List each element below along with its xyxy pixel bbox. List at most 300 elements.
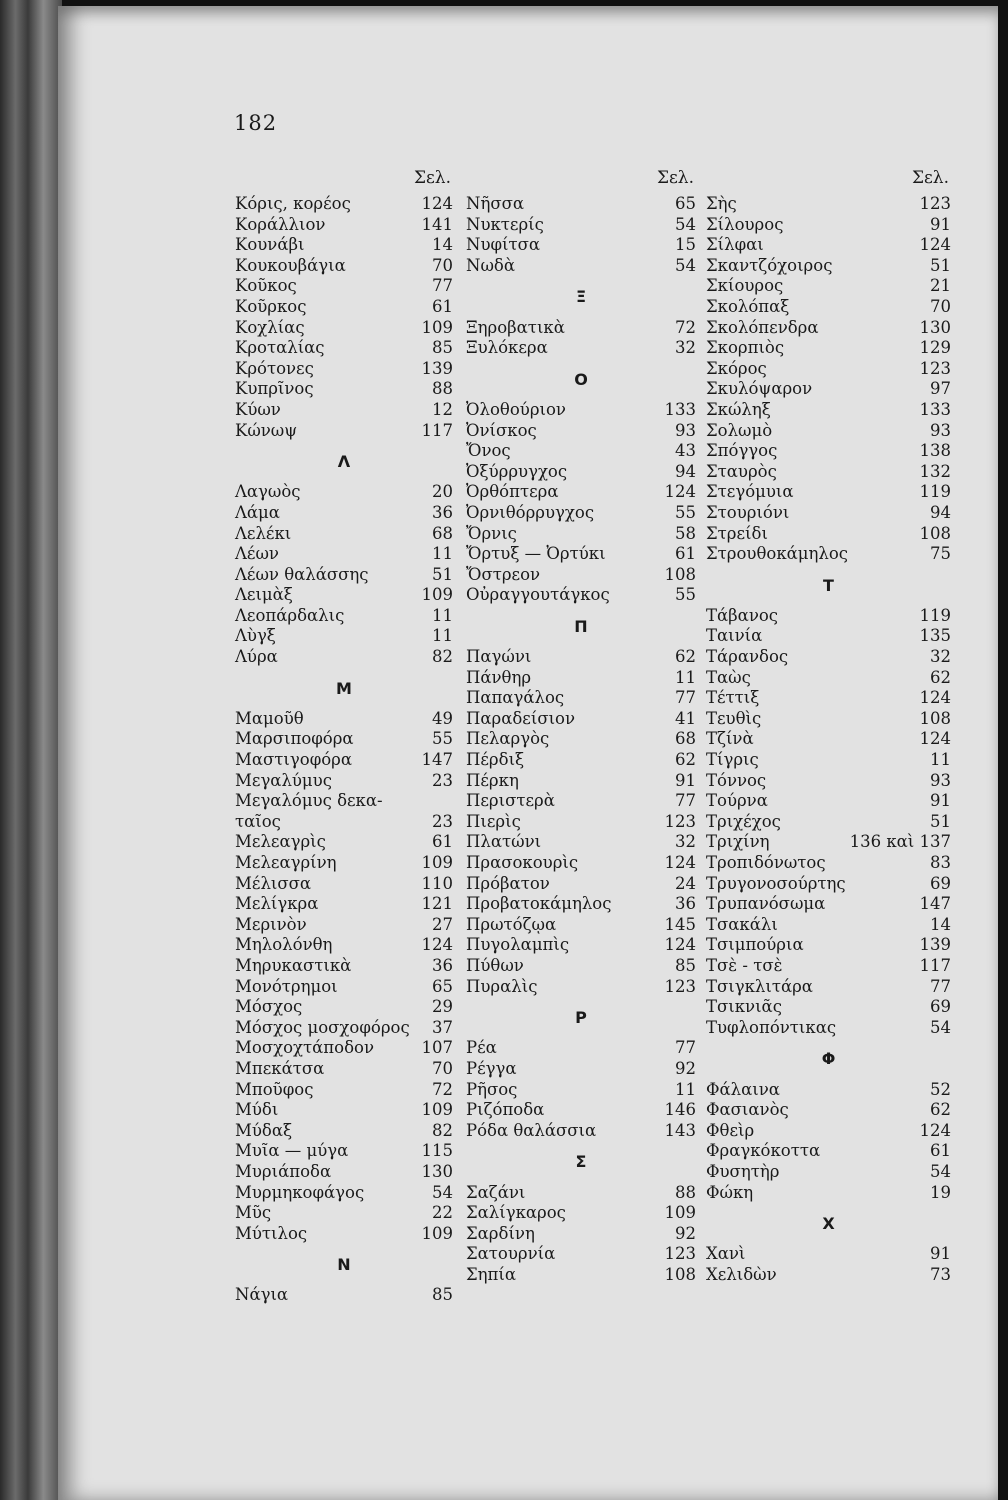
index-term: Ὄστρεον: [466, 564, 541, 584]
index-entry: [706, 1080, 951, 1101]
page-reference: 62: [930, 667, 951, 687]
index-entry: [466, 256, 696, 277]
index-term: Σαλίγκαρος: [466, 1203, 566, 1223]
index-term: Πάνθηρ: [466, 667, 532, 687]
index-entry: [235, 359, 453, 380]
index-entry: [466, 771, 696, 792]
index-entry: [235, 626, 453, 647]
page-reference: 52: [930, 1079, 951, 1099]
index-entry: [706, 421, 951, 442]
page-reference: 21: [930, 276, 951, 296]
index-entry: [466, 503, 696, 524]
index-entry: [235, 256, 453, 277]
index-entry: [466, 750, 696, 771]
index-entry: [706, 297, 951, 318]
page-reference: 11: [432, 544, 453, 564]
page-reference: 91: [930, 214, 951, 234]
index-term: Κοχλίας: [235, 317, 305, 337]
index-term: Σκαντζόχοιρος: [706, 255, 833, 275]
index-entry: [466, 462, 696, 483]
index-term: Παπαγάλος: [466, 688, 565, 708]
index-entry: [466, 688, 696, 709]
index-entry: [706, 997, 951, 1018]
page-number: 182: [234, 111, 278, 135]
index-entry: [466, 585, 696, 606]
letter-heading: Λ: [337, 452, 351, 472]
page-reference: 70: [432, 1058, 453, 1078]
page-column-header: Σελ.: [911, 168, 949, 188]
index-entry: [466, 729, 696, 750]
index-entry: [235, 832, 453, 853]
page-reference: 92: [675, 1223, 696, 1243]
index-term: Κροταλίας: [235, 338, 325, 358]
letter-heading: Χ: [822, 1214, 835, 1234]
index-entry: [706, 1265, 951, 1286]
index-page: [58, 6, 998, 1500]
index-term: Μερινὸν: [235, 914, 307, 934]
index-term: Νυφίτσα: [466, 235, 541, 255]
index-term: Μύδαξ: [235, 1120, 293, 1140]
page-reference: 124: [919, 1120, 951, 1140]
index-entry: [235, 647, 453, 668]
index-entry: [235, 1080, 453, 1101]
index-entry: [235, 1285, 453, 1306]
index-term: Τζίνὰ: [706, 729, 754, 749]
index-entry: [706, 606, 951, 627]
index-entry: [706, 1183, 951, 1204]
page-reference: 14: [930, 914, 951, 934]
page-reference: 23: [432, 811, 453, 831]
index-term: Νάγια: [235, 1285, 289, 1305]
index-entry: [466, 1100, 696, 1121]
page-reference: 109: [421, 1223, 453, 1243]
page-reference: 143: [664, 1120, 696, 1140]
page-reference: 123: [919, 358, 951, 378]
index-term: Σὴς: [706, 194, 737, 213]
index-term: Ταὼς: [706, 667, 751, 687]
index-term: Μελεαγρὶς: [235, 832, 326, 852]
letter-heading: Μ: [336, 678, 352, 698]
page-reference: 145: [664, 914, 696, 934]
page-reference: 43: [675, 441, 696, 461]
index-entry: [235, 318, 453, 339]
page-reference: 22: [432, 1203, 453, 1223]
index-term: Στρουθοκάμηλος: [706, 544, 849, 564]
page-reference: 123: [664, 811, 696, 831]
index-entry: [706, 709, 951, 730]
page-reference: 61: [432, 832, 453, 852]
page-reference: 93: [930, 420, 951, 440]
index-term: Τρυγονοσούρτης: [706, 873, 846, 893]
index-term: Μοσχοχτάποδον: [235, 1038, 374, 1058]
page-reference: 124: [664, 853, 696, 872]
index-term: Μποῦφος: [235, 1079, 314, 1099]
index-entry: [466, 709, 696, 730]
index-term: Σκίουρος: [706, 276, 784, 296]
page-reference: 139: [421, 358, 453, 378]
index-entry: [466, 894, 696, 915]
page-reference: 54: [930, 1161, 951, 1181]
index-term: Φθεὶρ: [706, 1120, 755, 1140]
index-entry: [235, 215, 453, 236]
letter-heading: Ρ: [575, 1008, 587, 1028]
index-term: Ὄρτυξ — Ὀρτύκι: [466, 544, 606, 564]
index-entry: [235, 1162, 453, 1183]
index-entry: [466, 1183, 696, 1204]
index-entry: [706, 812, 951, 833]
index-entry: [466, 1244, 696, 1265]
page-reference: 85: [432, 338, 453, 358]
index-entry: [235, 1183, 453, 1204]
page-reference: 133: [664, 399, 696, 419]
index-term: Στουριόνι: [706, 502, 790, 522]
index-entry: [706, 482, 951, 503]
index-term: Μηλολόνθη: [235, 935, 333, 955]
page-reference: 62: [675, 647, 696, 667]
page-reference: 11: [432, 626, 453, 646]
page-reference: 19: [930, 1182, 951, 1202]
page-reference: 124: [421, 194, 453, 213]
index-entry: [706, 318, 951, 339]
page-reference: 94: [675, 461, 696, 481]
page-reference: 77: [675, 791, 696, 811]
index-term: Στρείδι: [706, 523, 768, 543]
page-reference: 77: [675, 688, 696, 708]
page-reference: 108: [919, 523, 951, 543]
index-entry: [466, 544, 696, 565]
page-reference: 37: [432, 1017, 453, 1037]
page-reference: 11: [432, 605, 453, 625]
page-reference: 72: [432, 1079, 453, 1099]
page-reference: 55: [675, 585, 696, 605]
index-term: Μυῖα — μύγα: [235, 1141, 349, 1161]
index-term: Νυκτερίς: [466, 214, 544, 234]
index-term: Παραδείσιον: [466, 708, 576, 728]
index-term: Σαζάνι: [466, 1182, 526, 1202]
page-reference: 54: [675, 214, 696, 234]
index-term: Μύτιλος: [235, 1223, 308, 1243]
index-entry: [235, 874, 453, 895]
index-entry: [235, 853, 453, 874]
page-reference: 108: [919, 708, 951, 728]
index-term: Τυφλοπόντικας: [706, 1017, 837, 1037]
index-entry: [235, 1121, 453, 1142]
index-term: Πυγολαμπὶς: [466, 935, 570, 955]
index-entry: [706, 441, 951, 462]
index-entry: [235, 524, 453, 545]
index-term: Μεγαλόμυς δεκα-: [235, 791, 383, 811]
page-reference: 123: [664, 976, 696, 996]
page-reference: 91: [675, 770, 696, 790]
index-term: Μῦς: [235, 1203, 272, 1223]
index-entry: [706, 1121, 951, 1142]
index-term: Λέων: [235, 544, 279, 564]
index-term: Φασιανὸς: [706, 1100, 789, 1120]
page-reference: 109: [421, 317, 453, 337]
page-reference: 91: [930, 791, 951, 811]
index-entry: [466, 832, 696, 853]
index-term: Κυπρῖνος: [235, 379, 314, 399]
index-entry: [706, 338, 951, 359]
page-reference: 49: [432, 708, 453, 728]
index-term: Φώκη: [706, 1182, 754, 1202]
index-column-1: [235, 168, 453, 1306]
index-term: Λέων θαλάσσης: [235, 564, 369, 584]
page-reference: 117: [919, 955, 951, 975]
index-term: Νωδὰ: [466, 255, 515, 275]
index-term: Πρωτόζῳα: [466, 914, 557, 934]
index-term: Τσικνιᾶς: [706, 997, 782, 1017]
index-term: Σκώληξ: [706, 399, 771, 419]
index-entry: [466, 318, 696, 339]
index-entry: [466, 935, 696, 956]
page-reference: 23: [432, 770, 453, 790]
index-entry: [235, 1224, 453, 1245]
index-entry: [466, 565, 696, 586]
index-entry: [706, 668, 951, 689]
index-term: Πρόβατον: [466, 873, 550, 893]
page-reference: 108: [664, 564, 696, 584]
page-reference: 146: [664, 1100, 696, 1120]
page-reference: 130: [919, 317, 951, 337]
index-term: Κύων: [235, 399, 281, 419]
index-term: Τσιμπούρια: [706, 935, 804, 955]
index-entry: [706, 935, 951, 956]
page-reference: 123: [919, 194, 951, 213]
index-term: Πέρκη: [466, 770, 519, 790]
index-term: Χανὶ: [706, 1244, 746, 1264]
page-reference: 97: [930, 379, 951, 399]
index-entry: [466, 1203, 696, 1224]
index-entry: [466, 874, 696, 895]
index-entry: [706, 235, 951, 256]
index-entry: [466, 1059, 696, 1080]
page-reference: 108: [664, 1264, 696, 1284]
index-term: Τσὲ - τσὲ: [706, 955, 783, 975]
letter-heading: Π: [574, 616, 588, 636]
index-entry: [235, 750, 453, 771]
index-entry: [706, 771, 951, 792]
page-reference: 70: [432, 255, 453, 275]
index-term: Ὀρνιθόρρυγχος: [466, 502, 595, 522]
page-reference: 51: [432, 564, 453, 584]
page-reference: 68: [675, 729, 696, 749]
index-term: Σκυλόψαρον: [706, 379, 813, 399]
page-reference: 107: [421, 1038, 453, 1058]
index-term: Μαμοῦθ: [235, 708, 304, 728]
page-reference: 109: [421, 1100, 453, 1120]
index-term: Κοῦκος: [235, 276, 297, 296]
index-entry: [466, 400, 696, 421]
index-term: Σαρδίνη: [466, 1223, 535, 1243]
page-reference: 124: [664, 482, 696, 502]
page-reference: 77: [675, 1038, 696, 1058]
index-entry: [706, 688, 951, 709]
index-entry: [706, 379, 951, 400]
book-spine-edge: [0, 0, 62, 1500]
index-term: Ρόδα θαλάσσια: [466, 1120, 597, 1140]
index-term: Μονότρημοι: [235, 976, 338, 996]
index-term: Σκολόπαξ: [706, 296, 790, 316]
index-entry: [706, 853, 951, 874]
index-entry: [706, 750, 951, 771]
index-entry: [466, 1224, 696, 1245]
index-entry: [466, 1265, 696, 1286]
index-term: Τευθὶς: [706, 708, 762, 728]
page-reference: 65: [432, 976, 453, 996]
index-term: Ρῆσος: [466, 1079, 518, 1099]
index-term: Οὐραγγουτάγκος: [466, 585, 610, 605]
index-term: Τσακάλι: [706, 914, 778, 934]
index-entry: [235, 997, 453, 1018]
page-reference: 115: [421, 1141, 453, 1161]
page-column-header: Σελ.: [413, 168, 451, 188]
page-reference: 69: [930, 873, 951, 893]
index-entry: [235, 379, 453, 400]
index-term: Κρότονες: [235, 358, 314, 378]
index-entry: [235, 915, 453, 936]
index-entry: [706, 832, 951, 853]
index-entry: [235, 1038, 453, 1059]
page-reference: 132: [919, 461, 951, 481]
index-term: Τρυπανόσωμα: [706, 894, 826, 914]
letter-heading: Σ: [575, 1152, 587, 1172]
index-entry: [466, 791, 696, 812]
index-entry: [706, 626, 951, 647]
index-term: Ὀνίσκος: [466, 420, 537, 440]
index-term: Μεγαλύμυς: [235, 770, 332, 790]
index-term: Λὺγξ: [235, 626, 276, 646]
index-entry: [466, 915, 696, 936]
index-entry: [466, 977, 696, 998]
page-reference: 54: [930, 1017, 951, 1037]
index-term: Χελιδὼν: [706, 1264, 777, 1284]
page-reference: 29: [432, 997, 453, 1017]
index-term: Σπόγγος: [706, 441, 778, 461]
page-reference: 141: [421, 214, 453, 234]
page-reference: 24: [675, 873, 696, 893]
index-term: Λεοπάρδαλις: [235, 605, 345, 625]
index-entry: [466, 421, 696, 442]
index-term: Λαγωὸς: [235, 482, 301, 502]
index-term: Ριζόποδα: [466, 1100, 545, 1120]
page-reference: 109: [421, 585, 453, 605]
index-term: Ὄνος: [466, 441, 511, 461]
index-entry: [706, 956, 951, 977]
page-reference: 61: [930, 1141, 951, 1161]
index-entry: [235, 585, 453, 606]
index-term: Ρέα: [466, 1038, 497, 1058]
index-term: Μπεκάτσα: [235, 1058, 325, 1078]
index-term: Τάρανδος: [706, 647, 789, 667]
page-reference: 124: [664, 935, 696, 955]
index-term: Κουνάβι: [235, 235, 305, 255]
page-reference: 20: [432, 482, 453, 502]
index-entry: [235, 977, 453, 998]
index-entry: [466, 1080, 696, 1101]
index-entry: [235, 935, 453, 956]
index-term: Μύδι: [235, 1100, 279, 1120]
index-entry: [235, 421, 453, 442]
page-reference: 124: [919, 235, 951, 255]
index-entry: [706, 874, 951, 895]
index-term: Λάμα: [235, 502, 280, 522]
index-entry: [466, 235, 696, 256]
page-reference: 62: [675, 750, 696, 770]
page-reference: 27: [432, 914, 453, 934]
index-entry: [235, 729, 453, 750]
page-reference: 88: [675, 1182, 696, 1202]
index-term: Πυραλὶς: [466, 976, 538, 996]
letter-heading: Ν: [337, 1255, 351, 1275]
page-reference: 138: [919, 441, 951, 461]
index-term: Ρέγγα: [466, 1058, 517, 1078]
page-reference: 70: [930, 296, 951, 316]
index-entry: [235, 812, 453, 833]
index-term: Πλατώνι: [466, 832, 542, 852]
index-term: Λειμὰξ: [235, 585, 293, 605]
index-entry: [706, 544, 951, 565]
index-column-2: [466, 168, 696, 1285]
index-entry: [466, 956, 696, 977]
index-term: Σίλφαι: [706, 235, 764, 255]
index-entry: [235, 565, 453, 586]
index-term: Κοῦρκος: [235, 296, 307, 316]
page-reference: 73: [930, 1264, 951, 1284]
page-reference: 77: [930, 976, 951, 996]
page-reference: 32: [930, 647, 951, 667]
page-reference: 75: [930, 544, 951, 564]
page-reference: 93: [675, 420, 696, 440]
index-term: Περιστερὰ: [466, 791, 555, 811]
index-term: Πιερὶς: [466, 811, 521, 831]
index-term: Τούρνα: [706, 791, 768, 811]
page-reference: 58: [675, 523, 696, 543]
page-reference: 85: [675, 955, 696, 975]
index-entry: [466, 1038, 696, 1059]
page-reference: 83: [930, 853, 951, 872]
index-term: Λύρα: [235, 647, 278, 667]
index-entry: [235, 503, 453, 524]
page-reference: 41: [675, 708, 696, 728]
page-reference: 15: [675, 235, 696, 255]
index-term: Στεγόμυια: [706, 482, 794, 502]
page-reference: 36: [432, 955, 453, 975]
page-reference: 130: [421, 1161, 453, 1181]
index-term: Μόσχος: [235, 997, 303, 1017]
index-term: Τσιγκλιτάρα: [706, 976, 813, 996]
page-reference: 55: [432, 729, 453, 749]
index-entry: [706, 1100, 951, 1121]
index-term: Παγώνι: [466, 647, 532, 667]
index-entry: [235, 338, 453, 359]
index-term: Σταυρὸς: [706, 461, 777, 481]
index-term: Προβατοκάμηλος: [466, 894, 612, 914]
page-reference: 109: [664, 1203, 696, 1223]
page-reference: 93: [930, 770, 951, 790]
index-term: Σκόρος: [706, 358, 767, 378]
letter-heading: Φ: [821, 1049, 836, 1069]
page-reference: 55: [675, 502, 696, 522]
page-reference: 68: [432, 523, 453, 543]
page-reference: 62: [930, 1100, 951, 1120]
page-column-header: Σελ.: [656, 168, 694, 188]
page-reference: 11: [675, 1079, 696, 1099]
index-term: ταῖος: [235, 811, 281, 831]
index-entry: [706, 462, 951, 483]
index-entry: [706, 647, 951, 668]
page-reference: 32: [675, 338, 696, 358]
